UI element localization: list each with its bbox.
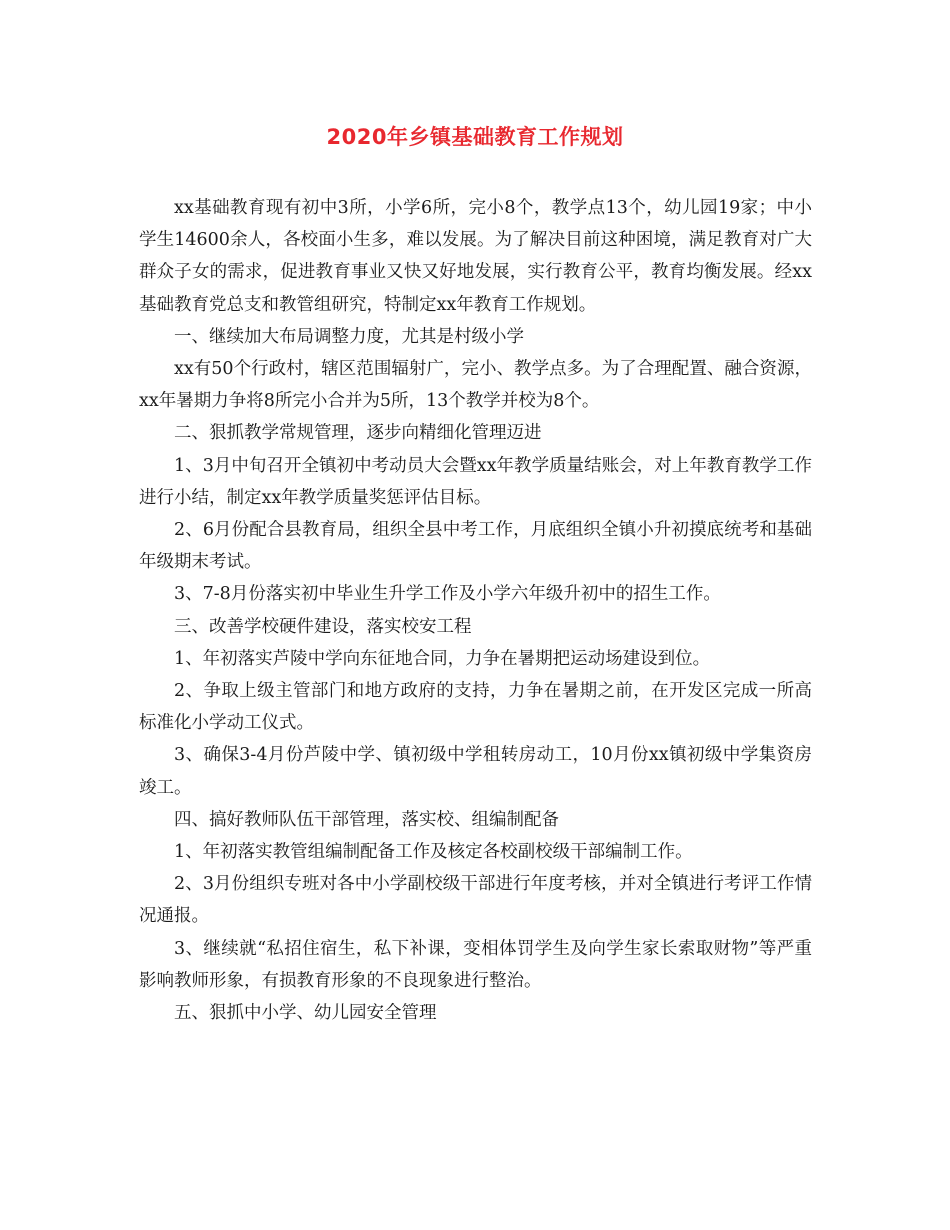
list-item: 3、7-8月份落实初中毕业生升学工作及小学六年级升初中的招生工作。	[174, 584, 721, 605]
section-heading: 四、搞好教师队伍干部管理，落实校、组编制配备	[174, 809, 559, 830]
list-item: 1、3月中旬召开全镇初中考动员大会暨xx年教学质量结账会，对上年教育教学工作进行小结，制定xx年教学质量奖惩评估目标。	[139, 455, 812, 508]
list-item: 3、确保3-4月份芦陵中学、镇初级中学租转房动工，10月份xx镇初级中学集资房竣工。	[139, 745, 812, 798]
section-heading: 三、改善学校硬件建设，落实校安工程	[174, 616, 472, 637]
paragraph: xx有50个行政村，辖区范围辐射广，完小、教学点多。为了合理配置、融合资源，xx年暑期力争将8所完小合并为5所，13个教学并校为8个。	[139, 359, 812, 412]
paragraph: xx基础教育现有初中3所，小学6所，完小8个，教学点13个，幼儿园19家；中小学生14600余人，各校面小生多，难以发展。为了解决目前这种困境，满足教育对广大群众子女的需求，促进教育事业又快又好地发展，实行教育公平，教育均衡发展。经xx基础教育党总支和教管组研究，特制定xx年教育工作规划。	[139, 198, 812, 315]
list-item: 2、争取上级主管部门和地方政府的支持，力争在暑期之前，在开发区完成一所高标准化小学动工仪式。	[139, 681, 812, 734]
list-item: 2、6月份配合县教育局，组织全县中考工作，月底组织全镇小升初摸底统考和基础年级期末考试。	[139, 520, 812, 573]
section-heading: 一、继续加大布局调整力度，尤其是村级小学	[174, 326, 524, 347]
section-heading: 五、狠抓中小学、幼儿园安全管理	[174, 1003, 437, 1024]
document-body	[139, 192, 812, 1029]
section-heading: 二、狠抓教学常规管理，逐步向精细化管理迈进	[174, 423, 542, 444]
list-item: 2、3月份组织专班对各中小学副校级干部进行年度考核，并对全镇进行考评工作情况通报。	[139, 874, 812, 927]
list-item: 3、继续就“私招住宿生，私下补课，变相体罚学生及向学生家长索取财物”等严重影响教师形象，有损教育形象的不良现象进行整治。	[139, 938, 812, 991]
list-item: 1、年初落实教管组编制配备工作及核定各校副校级干部编制工作。	[174, 842, 693, 863]
document-title: 2020年乡镇基础教育工作规划	[326, 125, 624, 149]
list-item: 1、年初落实芦陵中学向东征地合同，力争在暑期把运动场建设到位。	[174, 648, 711, 669]
